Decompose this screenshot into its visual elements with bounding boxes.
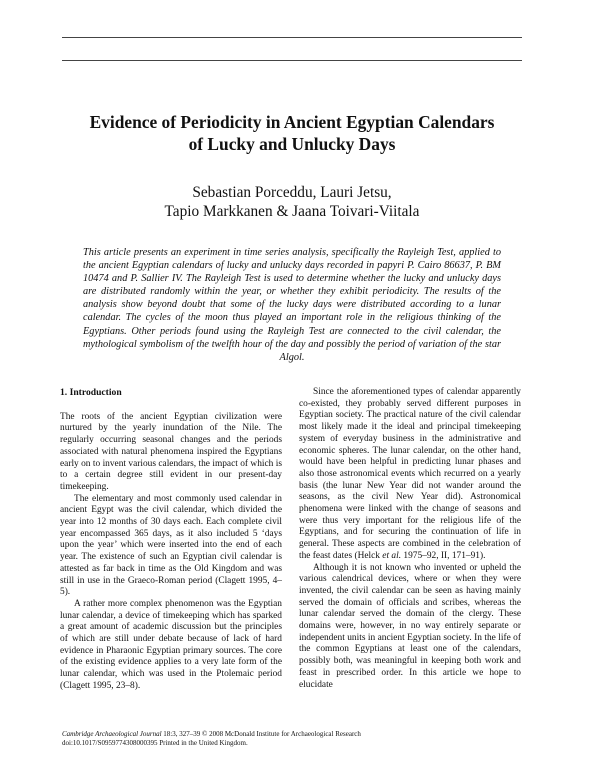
author-list bbox=[62, 183, 522, 221]
journal-name: Cambridge Archaeological Journal bbox=[62, 730, 162, 738]
author-line-1: Sebastian Porceddu, Lauri Jetsu, bbox=[192, 184, 392, 201]
intro-paragraph-3: A rather more complex phenomenon was the Egyptian lunar calendar, a device of timekeeping which has sparked a great amount of academic discussion but the principles of which are still under debate because of lack of hard evidence in Pharaonic Egyptian primary sources. The core of the existing evidence applies to a very late form of the lunar calendar, which was used in the Ptolemaic period (Clagett 1995, 23–8). bbox=[60, 598, 282, 691]
paragraph-4-end: 1975–92, II, 171–91). bbox=[401, 550, 486, 561]
title-line-1: Evidence of Periodicity in Ancient Egyptian Calendars bbox=[89, 112, 495, 132]
journal-citation: 18:3, 327–39 bbox=[161, 730, 201, 738]
citation-et-al: et al. bbox=[382, 550, 402, 561]
article-title bbox=[62, 111, 522, 155]
section-heading: 1. Introduction bbox=[60, 387, 122, 398]
doi: doi:10.1017/S0959774308000395 bbox=[62, 739, 158, 747]
author-line-2: Tapio Markkanen & Jaana Toivari-Viitala bbox=[164, 203, 420, 220]
copyright: © 2008 McDonald Institute for Archaeological Research bbox=[200, 730, 361, 738]
intro-paragraph-1: The roots of the ancient Egyptian civilization were nurtured by the yearly inundation of the Nile. The regularly occurring seasonal changes and the periods associated with natural phenomena inspired the Egyptians early on to invent various calendars, the impact of which is to a certain degree still evident in our present-day timekeeping. bbox=[60, 411, 282, 492]
abstract: This article presents an experiment in time series analysis, specifically the Rayleigh Test, applied to the ancient Egyptian calendars of lucky and unlucky days recorded in papyri P. Cairo 86637, P. BM 10474 and P. Sallier IV. The Rayleigh Test is used to determine whether the lucky and unlucky days are distributed randomly within the year, or whether they exhibit periodicity. The results of the analysis show beyond doubt that some of the lucky days were distributed according to a lunar calendar. The cycles of the moon thus played an important role in the religious thinking of the Egyptians. Other periods found using the Rayleigh Test are connected to the civil calendar, the mythological symbolism of the twelfth hour of the day and possibly the period of variation of the star Algol. bbox=[83, 247, 501, 363]
header-rule-bottom bbox=[62, 60, 522, 61]
footer-line-1 bbox=[62, 730, 482, 739]
intro-paragraph-4 bbox=[299, 387, 521, 563]
title-line-2: of Lucky and Unlucky Days bbox=[188, 134, 396, 154]
header-rule-top bbox=[62, 37, 522, 38]
page-footer bbox=[62, 730, 482, 748]
intro-paragraph-2: The elementary and most commonly used calendar in ancient Egypt was the civil calendar, which divided the year into 12 months of 30 days each. Each complete civil year encompassed 365 days, as it also included 5 ‘days upon the year’ which were inserted into the end of each year. The existence of such an Egyptian civil calendar is attested as far back in time as the Old Kingdom and was still in use in the Graeco-Roman period (Clagett 1995, 4–5). bbox=[60, 493, 282, 598]
footer-line-2 bbox=[62, 739, 482, 748]
printed-in: Printed in the United Kingdom. bbox=[157, 739, 248, 747]
intro-paragraph-5: Although it is not known who invented or upheld the various calendrical devices, where or when they were invented, the civil calendar can be seen as having mainly served the domain of officials and scribes, whereas the lunar calendar served the domain of the clergy. These domains were, however, in no way entirely separate or independent units in ancient Egyptian society. In the life of the common Egyptians at least one of the calendars, possibly both, was meaningful in keeping both work and feast in prescribed order. In this article we hope to elucidate bbox=[299, 562, 521, 690]
left-column bbox=[60, 387, 282, 693]
paragraph-4-text: Since the aforementioned types of calendar apparently co-existed, they probably served different purposes in Egyptian society. The practical nature of the civil calendar most likely made it the ideal and principal timekeeping system of everyday business in the administrative and economic spheres. The lunar calendar, on the other hand, would have been helpful in predicting lunar phases and also those astronomical events which recurred on a yearly basis (the lunar New Year did not wander around the seasons, as the civil New Year did). Astronomical phenomena were linked with the change of seasons and were thus very important for the religious life of the Egyptians, and for securing the continuation of life in general. These aspects are combined in the celebration of the feast dates (Helck bbox=[299, 387, 521, 561]
right-column bbox=[299, 387, 521, 691]
